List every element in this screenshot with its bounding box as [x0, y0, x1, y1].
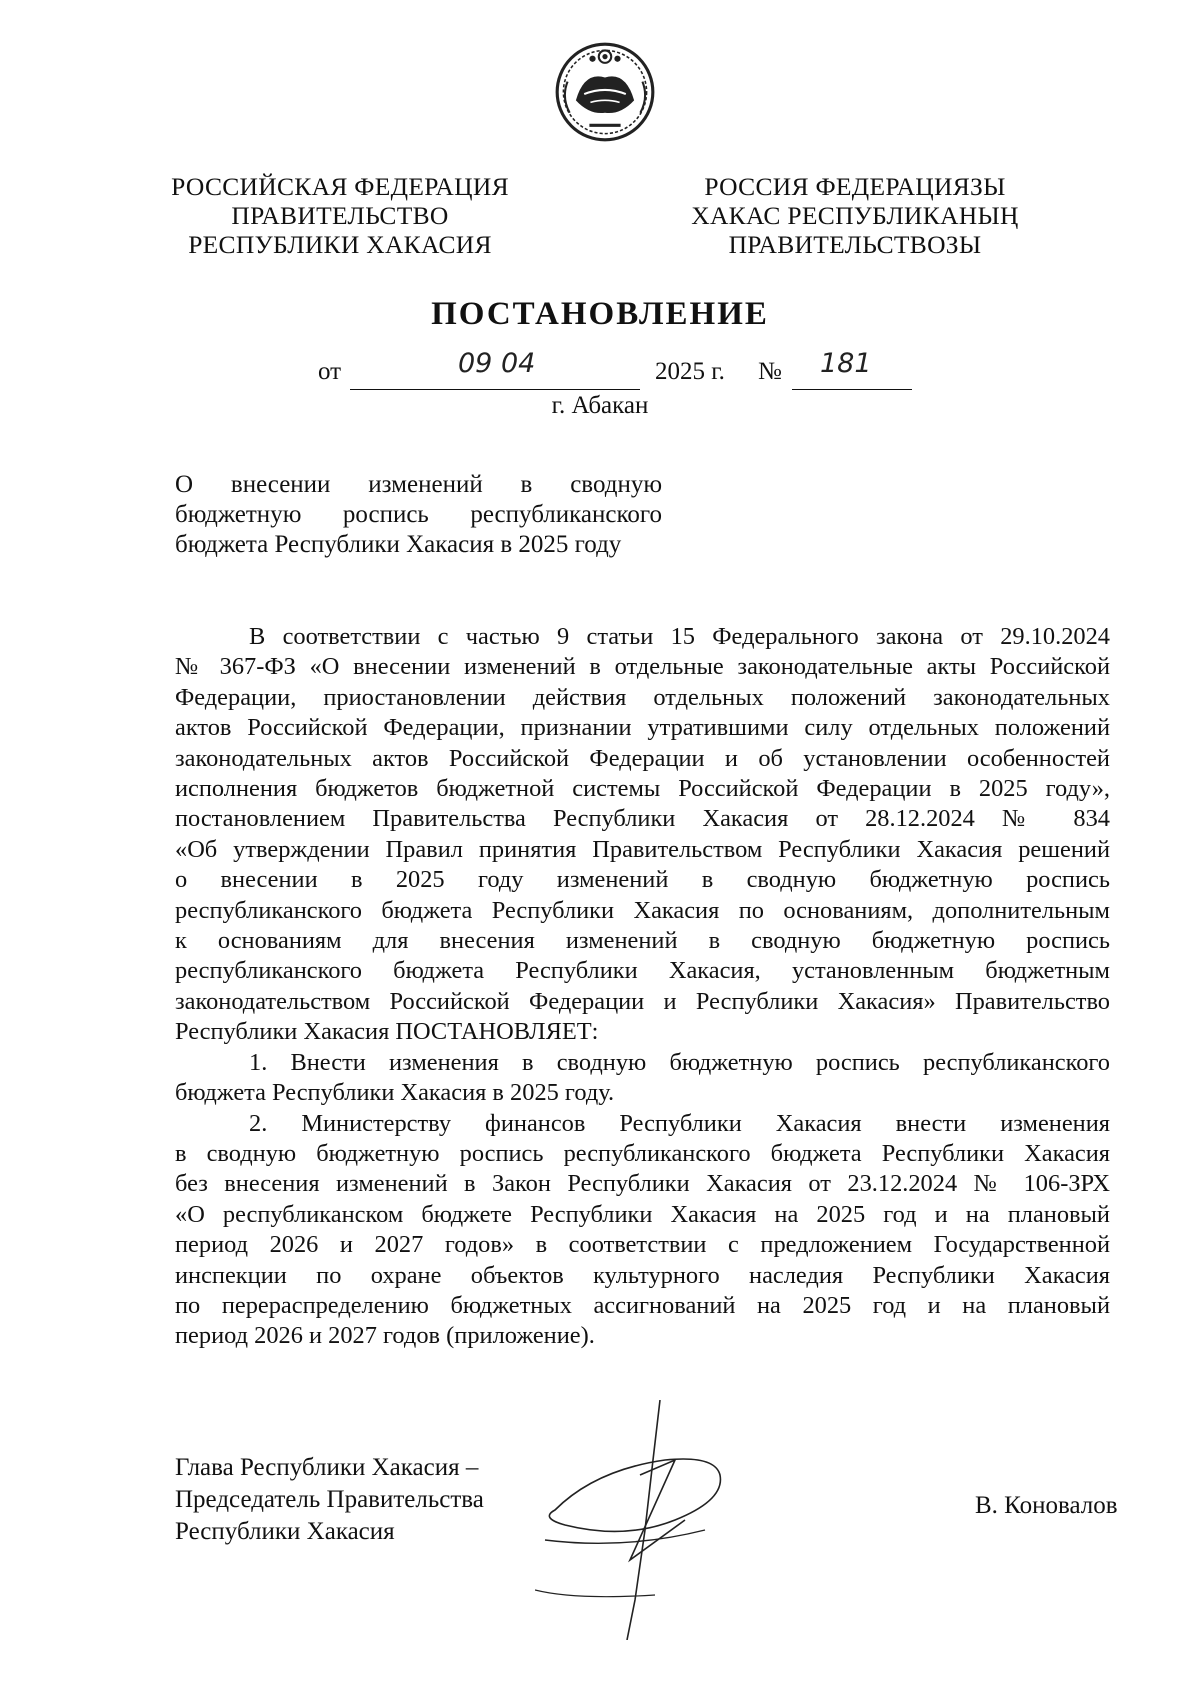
- body-line: исполнения бюджетов бюджетной системы Российской Федерации в 2025 году»,: [175, 775, 1110, 803]
- document-title: ПОСТАНОВЛЕНИЕ: [431, 296, 769, 332]
- header-left-line: ПРАВИТЕЛЬСТВО: [231, 201, 449, 230]
- body-line: законодательных актов Российской Федерации и об установлении особенностей: [175, 744, 1110, 772]
- position-line: Глава Республики Хакасия –: [175, 1454, 479, 1481]
- body-line: «Об утверждении Правил принятия Правительством Республики Хакасия решений: [175, 835, 1110, 863]
- body-line: № 367-ФЗ «О внесении изменений в отдельные законодательные акты Российской: [175, 653, 1110, 681]
- subject-line: бюджета Республики Хакасия в 2025 году: [175, 531, 622, 558]
- handwritten-signature: [535, 1400, 735, 1640]
- body-line: инспекции по охране объектов культурного наследия Республики Хакасия: [175, 1261, 1110, 1289]
- body-line: «О республиканском бюджете Республики Хакасия на 2025 год и на плановый: [175, 1200, 1110, 1228]
- position-line: Председатель Правительства: [175, 1486, 484, 1513]
- signer-name: В. Коновалов: [975, 1492, 1118, 1519]
- body-line: период 2026 и 2027 годов» в соответствии с предложением Государственной: [175, 1231, 1110, 1259]
- body-line: постановлением Правительства Республики Хакасия от 28.12.2024 № 834: [175, 805, 1110, 833]
- header-left-line: РОССИЙСКАЯ ФЕДЕРАЦИЯ: [171, 172, 509, 201]
- body-line: по перераспределению бюджетных ассигнований на 2025 год и на плановый: [175, 1291, 1110, 1319]
- body-line: о внесении в 2025 году изменений в сводную бюджетную роспись: [175, 866, 1110, 894]
- body-line: Республики Хакасия ПОСТАНОВЛЯЕТ:: [175, 1018, 599, 1046]
- year-label: 2025 г.: [655, 358, 725, 385]
- header-right: [690, 172, 1020, 259]
- date-underline: [350, 389, 640, 390]
- subject-line: О внесении изменений в сводную: [175, 471, 662, 498]
- body-line: бюджета Республики Хакасия в 2025 году.: [175, 1079, 615, 1107]
- number-underline: [792, 389, 912, 390]
- body-line: период 2026 и 2027 годов (приложение).: [175, 1322, 595, 1350]
- number-handwritten: 181: [820, 348, 872, 379]
- body-line: в сводную бюджетную роспись республиканского бюджета Республики Хакасия: [175, 1139, 1110, 1167]
- subject-line: бюджетную роспись республиканского: [175, 501, 662, 528]
- body-line: 1. Внести изменения в сводную бюджетную роспись республиканского: [249, 1048, 1110, 1076]
- document-subject: [175, 470, 662, 560]
- header-right-line: ХАКАС РЕСПУБЛИКАНЫҢ: [691, 201, 1019, 230]
- body-line: республиканского бюджета Республики Хакасия, установленным бюджетным: [175, 957, 1110, 985]
- body-line: без внесения изменений в Закон Республики Хакасия от 23.12.2024 № 106-ЗРХ: [175, 1170, 1110, 1198]
- body-line: законодательством Российской Федерации и Республики Хакасия» Правительство: [175, 987, 1110, 1015]
- number-label: №: [758, 358, 782, 385]
- header-right-line: РОССИЯ ФЕДЕРАЦИЯЗЫ: [704, 172, 1006, 201]
- header-right-line: ПРАВИТЕЛЬСТВОЗЫ: [728, 230, 982, 259]
- date-handwritten: 09 04: [458, 348, 536, 379]
- city: г. Абакан: [551, 392, 649, 419]
- body-line: актов Российской Федерации, признании утратившими силу отдельных положений: [175, 714, 1110, 742]
- position-line: Республики Хакасия: [175, 1518, 395, 1545]
- body-line: к основаниям для внесения изменений в сводную бюджетную роспись: [175, 927, 1110, 955]
- header-left: [160, 172, 520, 259]
- document-body: [175, 622, 1110, 1352]
- coat-of-arms-emblem: [553, 40, 657, 144]
- from-label: от: [318, 358, 342, 385]
- body-line: Федерации, приостановлении действия отдельных положений законодательных: [175, 683, 1110, 711]
- header-left-line: РЕСПУБЛИКИ ХАКАСИЯ: [188, 230, 492, 259]
- body-line: В соответствии с частью 9 статьи 15 Федерального закона от 29.10.2024: [249, 623, 1110, 650]
- signature-position: [175, 1452, 484, 1548]
- body-line: республиканского бюджета Республики Хакасия по основаниям, дополнительным: [175, 896, 1110, 924]
- body-line: 2. Министерству финансов Республики Хакасия внести изменения: [249, 1109, 1110, 1137]
